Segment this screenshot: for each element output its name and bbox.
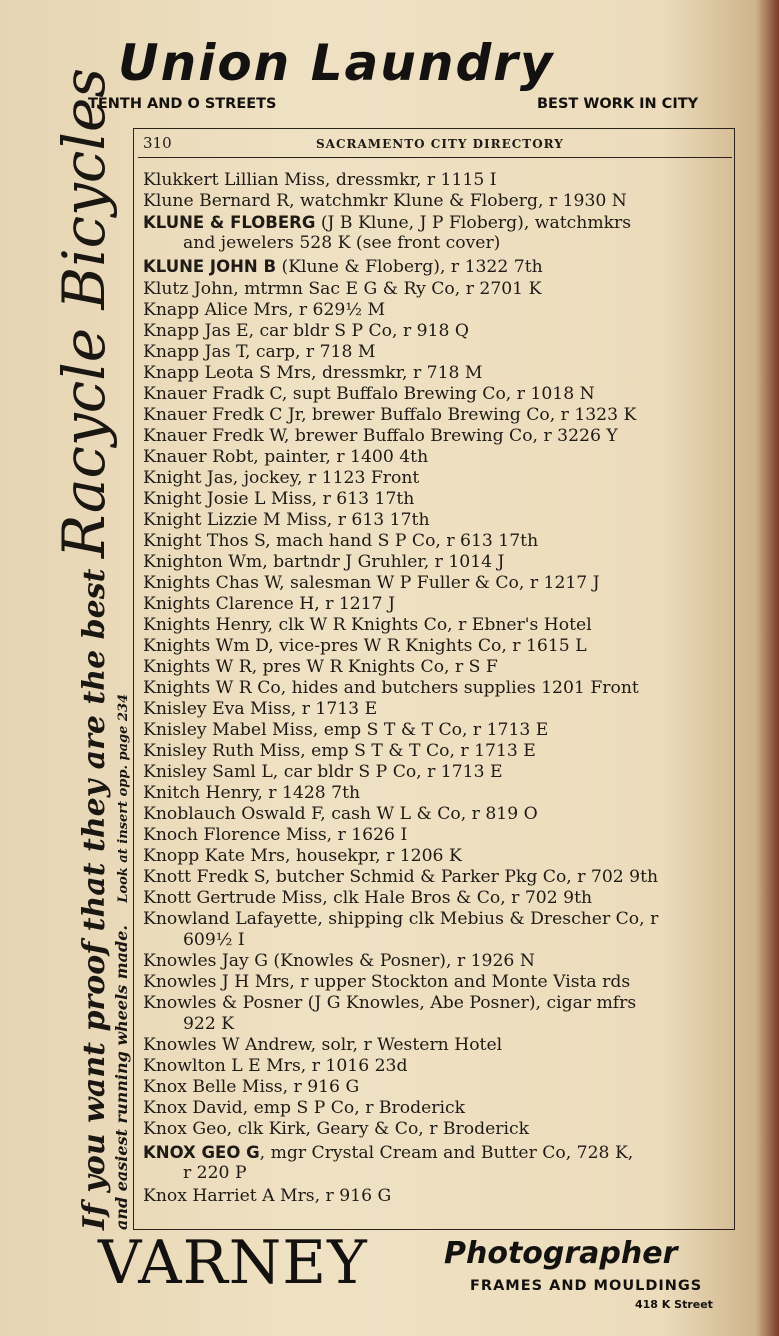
- entry-text: Knauer Robt, painter, r 1400 4th: [143, 447, 429, 467]
- entry-text: Knight Jas, jockey, r 1123 Front: [143, 468, 420, 488]
- entry-text: Knights W R, pres W R Knights Co, r S F: [143, 657, 498, 677]
- directory-entries: [143, 170, 733, 1207]
- directory-entry: [143, 1186, 733, 1207]
- entry-text: Klutz John, mtrmn Sac E G & Ry Co, r 2701 K: [143, 279, 542, 299]
- entry-text: Knights W R Co, hides and butchers supplies 1201 Front: [143, 678, 639, 698]
- ad-bottom-role: Photographer: [444, 1236, 678, 1271]
- entry-text: Knapp Jas E, car bldr S P Co, r 918 Q: [143, 321, 469, 341]
- entry-text: Knauer Fredk W, brewer Buffalo Brewing Co, r 3226 Y: [143, 426, 618, 446]
- entry-text: Knight Thos S, mach hand S P Co, r 613 17th: [143, 531, 539, 551]
- directory-entry: [143, 783, 733, 804]
- directory-entry: [143, 489, 733, 510]
- entry-text: (Klune & Floberg), r 1322 7th: [276, 257, 543, 277]
- entry-continuation: 609½ I: [183, 930, 245, 950]
- ad-bottom-address: 418 K Street: [635, 1298, 713, 1311]
- directory-entry: [143, 279, 733, 300]
- entry-text: Klukkert Lillian Miss, dressmkr, r 1115 I: [143, 170, 497, 190]
- directory-entry: [143, 342, 733, 363]
- directory-entry: [143, 972, 733, 993]
- directory-entry: [143, 825, 733, 846]
- directory-entry: [143, 846, 733, 867]
- header-rule: [138, 157, 732, 158]
- entry-continuation: r 220 P: [183, 1163, 247, 1183]
- directory-entry: [143, 699, 733, 720]
- entry-text: Knox Geo, clk Kirk, Geary & Co, r Broderick: [143, 1119, 530, 1139]
- entry-text: Knox David, emp S P Co, r Broderick: [143, 1098, 466, 1118]
- directory-entry: [143, 657, 733, 678]
- entry-text: Knighton Wm, bartndr J Gruhler, r 1014 J: [143, 552, 505, 572]
- directory-entry: [143, 256, 733, 277]
- entry-text: Knott Gertrude Miss, clk Hale Bros & Co, r 702 9th: [143, 888, 593, 908]
- entry-text: Knapp Alice Mrs, r 629½ M: [143, 300, 386, 320]
- side-ad-brand: Racycle Bicycles: [50, 67, 118, 559]
- entry-text: Knoch Florence Miss, r 1626 I: [143, 825, 408, 845]
- running-head: SACRAMENTO CITY DIRECTORY: [316, 137, 564, 151]
- directory-entry: [143, 678, 733, 699]
- directory-entry: [143, 951, 733, 972]
- directory-entry: [143, 384, 733, 405]
- entry-text: Knowles Jay G (Knowles & Posner), r 1926 N: [143, 951, 535, 971]
- ad-top-title: Union Laundry: [118, 34, 555, 92]
- directory-entry: [143, 1142, 733, 1163]
- entry-text: Knoblauch Oswald F, cash W L & Co, r 819 O: [143, 804, 538, 824]
- directory-entry: [143, 468, 733, 489]
- directory-entry: [143, 363, 733, 384]
- side-ad-text: If you want proof that they are the best: [77, 558, 112, 1230]
- entry-text: Knopp Kate Mrs, housekpr, r 1206 K: [143, 846, 462, 866]
- entry-text: Knitch Henry, r 1428 7th: [143, 783, 361, 803]
- entry-text: (J B Klune, J P Floberg), watchmkrs: [315, 213, 632, 233]
- directory-entry: [143, 321, 733, 342]
- entry-text: Knight Josie L Miss, r 613 17th: [143, 489, 415, 509]
- directory-entry: [143, 426, 733, 447]
- entry-text: Knowles & Posner (J G Knowles, Abe Posner), cigar mfrs: [143, 993, 637, 1013]
- directory-entry: [143, 867, 733, 888]
- entry-continuation: 922 K: [183, 1014, 235, 1034]
- directory-entry: [143, 804, 733, 825]
- directory-entry: [143, 1098, 733, 1119]
- entry-text: Knowles W Andrew, solr, r Western Hotel: [143, 1035, 503, 1055]
- entry-text: Knapp Leota S Mrs, dressmkr, r 718 M: [143, 363, 483, 383]
- directory-entry: [143, 191, 733, 212]
- directory-entry: [143, 636, 733, 657]
- directory-entry: [143, 212, 733, 233]
- entry-text: Knox Harriet A Mrs, r 916 G: [143, 1186, 392, 1206]
- entry-text: Knauer Fredk C Jr, brewer Buffalo Brewing Co, r 1323 K: [143, 405, 637, 425]
- entry-continuation: and jewelers 528 K (see front cover): [183, 233, 501, 253]
- directory-entry: [143, 1035, 733, 1056]
- entry-text: Knights Henry, clk W R Knights Co, r Ebner's Hotel: [143, 615, 592, 635]
- directory-entry: [143, 1119, 733, 1140]
- entry-text: Knapp Jas T, carp, r 718 M: [143, 342, 376, 362]
- ad-top-slogan: BEST WORK IN CITY: [537, 96, 699, 112]
- entry-text: Knisley Saml L, car bldr S P Co, r 1713 E: [143, 762, 503, 782]
- entry-text: Knauer Fradk C, supt Buffalo Brewing Co, r 1018 N: [143, 384, 595, 404]
- directory-entry: [143, 1077, 733, 1098]
- entry-text: Knights Chas W, salesman W P Fuller & Co, r 1217 J: [143, 573, 600, 593]
- directory-entry: [143, 170, 733, 191]
- entry-text: Knox Belle Miss, r 916 G: [143, 1077, 360, 1097]
- side-ad-line2: [112, 694, 131, 1230]
- directory-entry: [143, 1056, 733, 1077]
- entry-bold-name: KLUNE JOHN B: [143, 257, 277, 276]
- entry-bold-name: KLUNE & FLOBERG: [143, 213, 316, 232]
- side-ad-line1: [50, 68, 118, 1230]
- directory-entry: [143, 594, 733, 615]
- ad-bottom-subtitle: FRAMES AND MOULDINGS: [470, 1278, 703, 1294]
- entry-text: Knisley Ruth Miss, emp S T & T Co, r 1713 E: [143, 741, 536, 761]
- directory-entry: [143, 993, 733, 1014]
- directory-entry: [143, 615, 733, 636]
- entry-text: Knowles J H Mrs, r upper Stockton and Monte Vista rds: [143, 972, 631, 992]
- directory-entry: [143, 300, 733, 321]
- directory-entry: [143, 510, 733, 531]
- directory-entry: [143, 888, 733, 909]
- ad-bottom-name: VARNEY: [98, 1228, 368, 1298]
- entry-text: Knowland Lafayette, shipping clk Mebius & Drescher Co, r: [143, 909, 659, 929]
- entry-text: Knights Wm D, vice-pres W R Knights Co, r 1615 L: [143, 636, 587, 656]
- entry-text: Knisley Eva Miss, r 1713 E: [143, 699, 378, 719]
- directory-entry: [143, 741, 733, 762]
- directory-entry: [143, 552, 733, 573]
- directory-entry: [143, 762, 733, 783]
- ad-top-address: TENTH AND O STREETS: [88, 96, 277, 112]
- directory-entry: [143, 405, 733, 426]
- entry-text: Knight Lizzie M Miss, r 613 17th: [143, 510, 430, 530]
- side-ad: [50, 67, 140, 1230]
- entry-text: Knights Clarence H, r 1217 J: [143, 594, 395, 614]
- entry-text: , mgr Crystal Cream and Butter Co, 728 K,: [259, 1143, 634, 1163]
- entry-text: Knisley Mabel Miss, emp S T & T Co, r 1713 E: [143, 720, 549, 740]
- entry-text: Klune Bernard R, watchmkr Klune & Floberg, r 1930 N: [143, 191, 627, 211]
- entry-bold-name: KNOX GEO G: [143, 1143, 260, 1162]
- directory-entry: [143, 531, 733, 552]
- directory-entry: [143, 720, 733, 741]
- entry-text: Knowlton L E Mrs, r 1016 23d: [143, 1056, 408, 1076]
- side-ad-reference: Look at insert opp. page 234: [116, 693, 131, 903]
- page-number: 310: [143, 134, 172, 152]
- directory-entry: [143, 573, 733, 594]
- side-ad-subtext: and easiest running wheels made.: [112, 925, 131, 1230]
- directory-entry: [143, 909, 733, 930]
- entry-text: Knott Fredk S, butcher Schmid & Parker Pkg Co, r 702 9th: [143, 867, 659, 887]
- directory-entry: [143, 447, 733, 468]
